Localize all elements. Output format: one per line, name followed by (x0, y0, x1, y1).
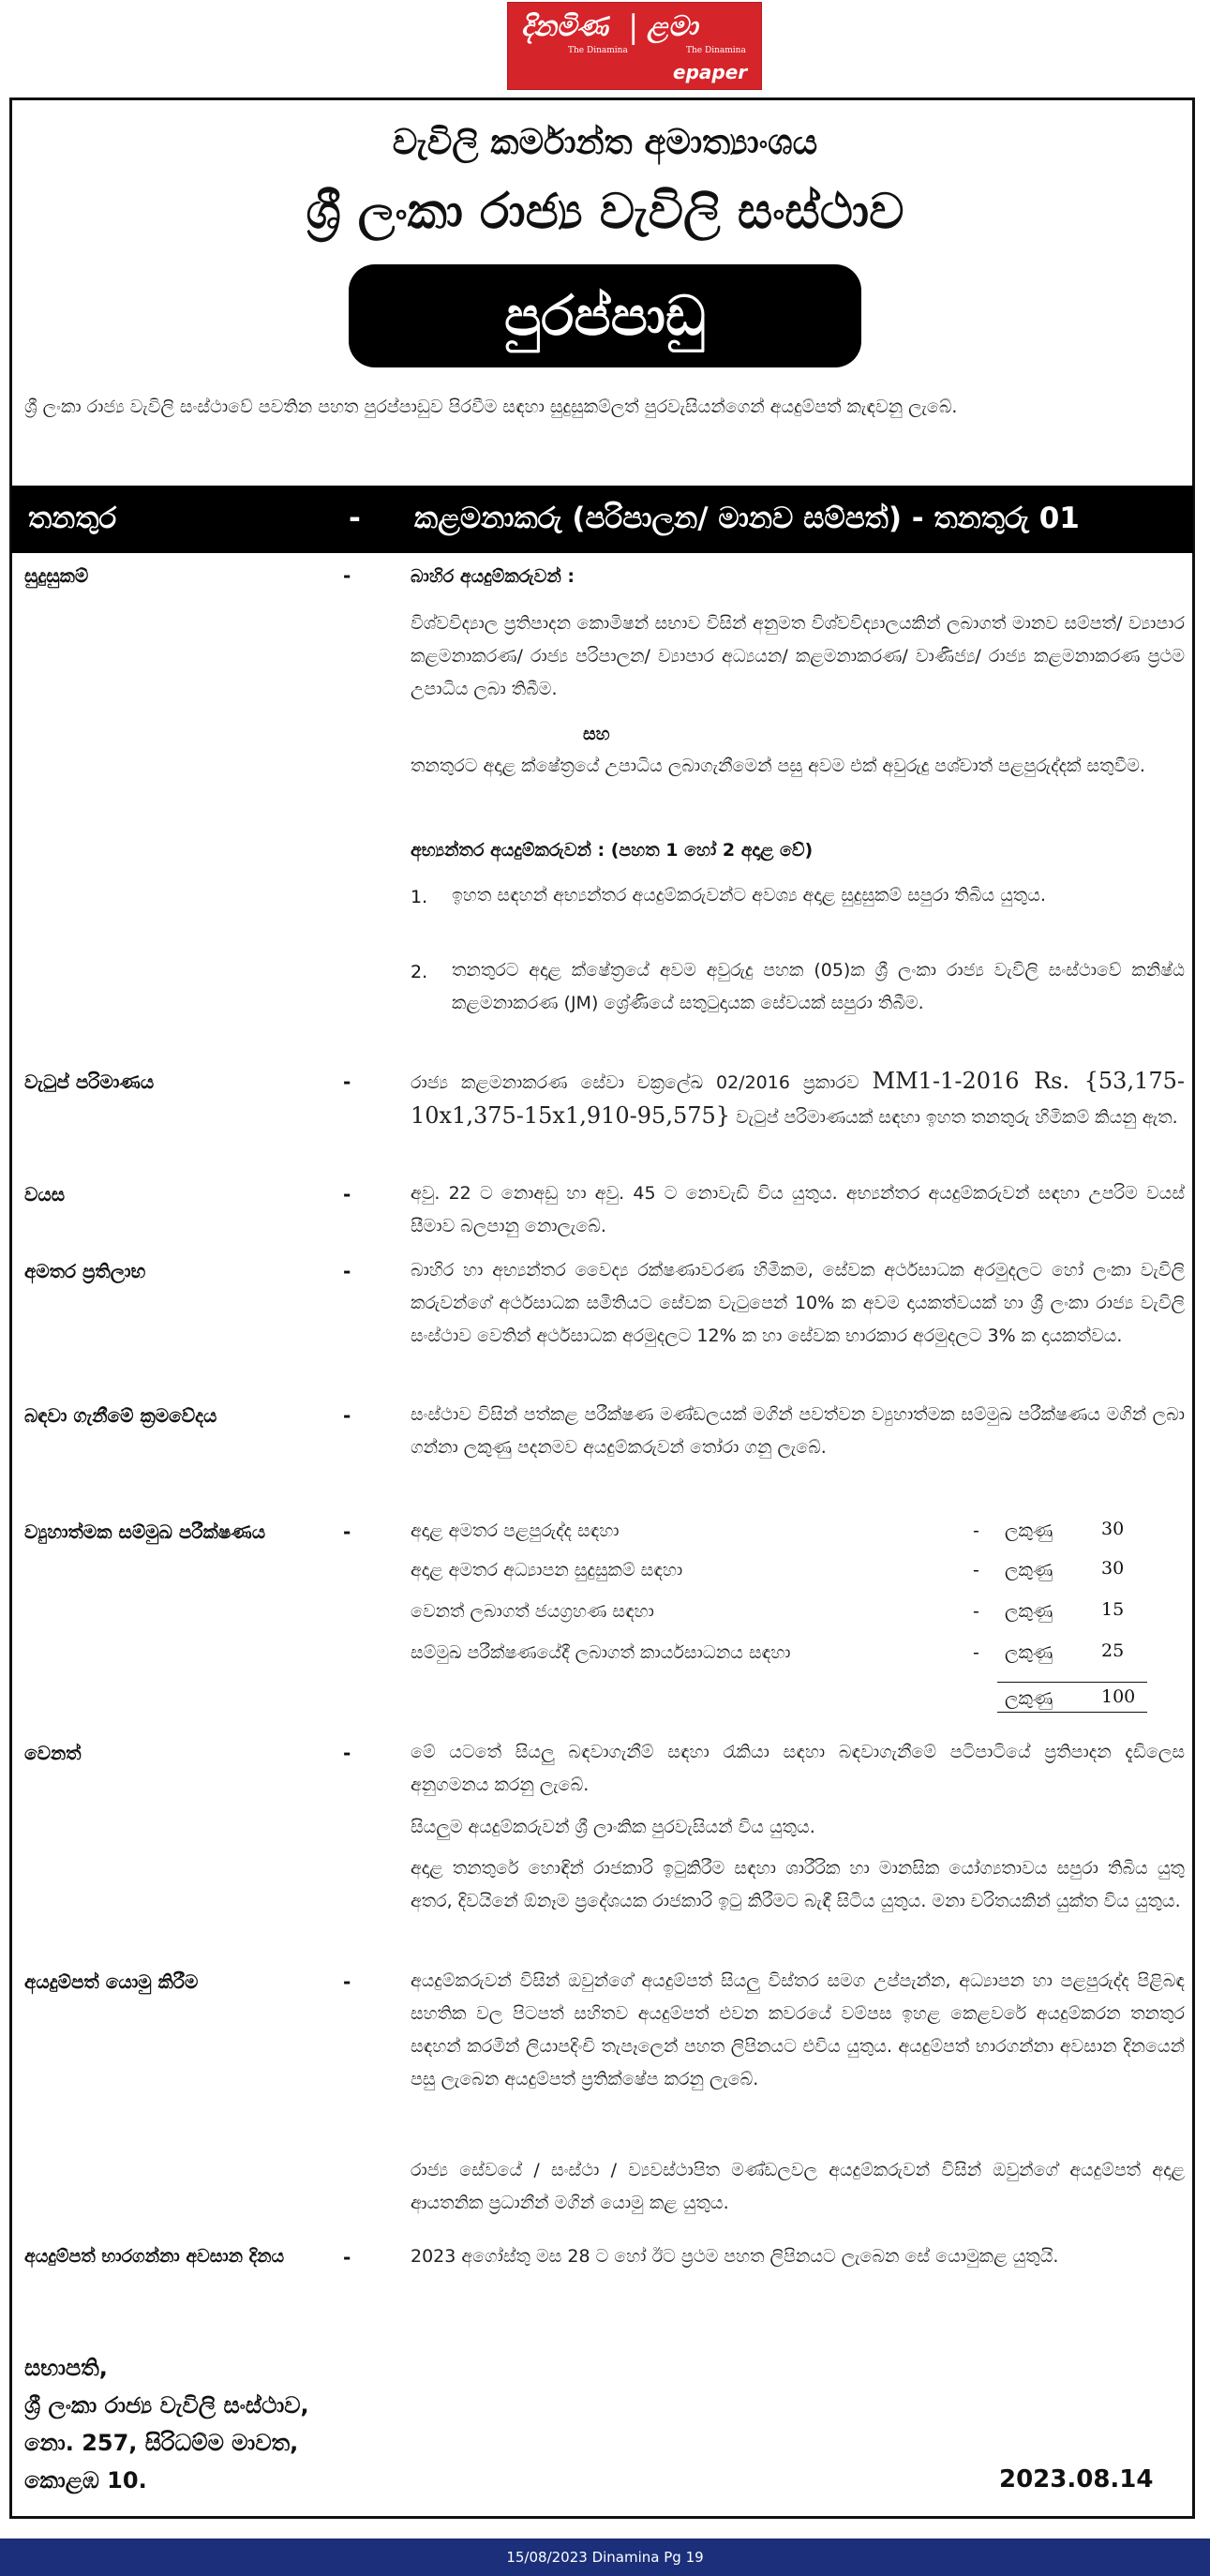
newspaper-logo (507, 2, 762, 90)
ministry-heading: වැවිලි කර්මාන්ත අමාත්‍යාංශය (392, 122, 818, 162)
marks-row-label: ලකුණු (1005, 1520, 1053, 1541)
other-paragraph: සියලුම අයදුම්කරුවන් ශ්‍රී ලාංකික පුරවැසියන් විය යුතුය. (411, 1817, 815, 1837)
application-paragraph: අයදුම්කරුවන් විසින් ඔවුන්ගේ අයදුම්පත් සියලු විස්තර සමග උප්පැන්න, අධ්‍යාපන හා පළපුරුද්ද පිළිබඳ සහතික වල පිටපත් සහිතව අයදුම්පත් එවන කවරයේ වම්පස ඉහළ කෙළවරේ අයදුම්කරන තනතුර සඳහන් කරමින් ලියාපදිංචි තැපෑලෙන් පහත ලිපිනයට එවිය යුතුය. අයදුම්පත් භාරගන්නා අවසාන දිනයෙන් පසු ලැබෙන අයදුම්පත් ප්‍රතික්ෂේප කරනු ලැබේ. (411, 1970, 1185, 2089)
age-dash: - (343, 1183, 351, 1206)
address-line: ශ්‍රී ලංකා රාජ්‍ය වැවිලි සංස්ථාව, (24, 2392, 309, 2419)
qualifications-label: සුදුසුකම් (24, 564, 89, 587)
marks-row-description: අදාළ අමතර පළපුරුද්ද සඳහා (411, 1520, 620, 1541)
recruitment-label: බඳවා ගැනීමේ ක්‍රමවේදය (24, 1404, 217, 1427)
other-paragraph: අදාළ තනතුරේ හොඳින් රාජකාරි ඉටුකිරීම සඳහා ශාරීරික හා මානසික යෝග්‍යතාවය සපුරා තිබිය යුතු අතර, දිවයිනේ ඕනෑම ප්‍රදේශයක රාජකාරි ඉටු කිරීමට බැඳී සිටිය යුතුය. මනා චරිතයකින් යුක්ත විය යුතුය. (411, 1858, 1185, 1911)
interview-label: ව්‍යුහාත්මක සම්මුඛ පරීක්ෂණය (24, 1520, 266, 1543)
benefits-label: අමතර ප්‍රතිලාභ (24, 1260, 146, 1282)
closing-date-text: 2023 අගෝස්තු මස 28 ට හෝ ඊට ප්‍රථම පහත ලිපිනයට ලැබෙන සේ යොමුකළ යුතුයි. (411, 2246, 1059, 2267)
marks-row-label: ලකුණු (1005, 1601, 1053, 1622)
experience-text: තනතුරට අදාළ ක්ෂේත්‍රයේ උපාධිය ලබාගැනීමෙන් පසු අවම එක් අවුරුදු පශ්චාත් පළපුරුද්දක් සතුවීම. (411, 756, 1145, 776)
internal-item-number: 2. (411, 962, 428, 982)
address-line: කොළඹ 10. (24, 2467, 147, 2494)
notice-date: 2023.08.14 (999, 2465, 1154, 2494)
logo-text-left: දිනමිණ (521, 10, 608, 43)
salary-scale-code: MM1-1-2016 Rs. {53,175-10x1,375-15x1,910-95,575} (411, 1068, 1185, 1129)
marks-row-description: සම්මුඛ පරීක්ෂණයේදී ලබාගත් කාර්යසාධනය සඳහා (411, 1642, 791, 1663)
internal-item-text: තනතුරට අදාළ ක්ෂේත්‍රයේ අවම අවුරුදු පහක (05)ක ශ්‍රී ලංකා රාජ්‍ය වැවිලි සංස්ථාවේ කනිෂ්ඨ කළමනාකරණ (JM) ශ්‍රේණියේ සතුටුදායක සේවයක් සපුරා තිබීම. (452, 960, 1185, 1013)
logo-subtext-right: The Dinamina (686, 46, 746, 55)
and-connector: සහ (583, 724, 610, 744)
marks-total-label: ලකුණු (1005, 1688, 1053, 1709)
marks-row-value: 25 (1101, 1640, 1125, 1661)
logo-separator: | (628, 8, 639, 46)
address-line: නො. 257, සිරිධම්ම මාවත, (24, 2430, 299, 2456)
marks-total-value: 100 (1101, 1686, 1136, 1707)
recruitment-text: සංස්ථාව විසින් පත්කළ පරීක්ෂණ මණ්ඩලයක් මගින් පවත්වන ව්‍යුහාත්මක සම්මුඛ පරීක්ෂණය මගින් ලබා ගන්නා ලකුණු පදනමව අයදුම්කරුවන් තෝරා ගනු ලැබේ. (411, 1404, 1185, 1458)
post-title-bar (11, 486, 1193, 553)
marks-row-dash: - (973, 1601, 979, 1622)
age-label: වයස (24, 1183, 66, 1206)
marks-total-rule-top (997, 1682, 1147, 1683)
marks-row-dash: - (973, 1520, 979, 1541)
other-dash: - (343, 1742, 351, 1764)
marks-row-label: ලකුණු (1005, 1642, 1053, 1663)
benefits-text: බාහිර හා අභ්‍යන්තර වෛද්‍ය රක්ෂණාවරණ හිමිකම, සේවක අර්ථසාධක අරමුදලට හෝ ලංකා වැවිලි කරුවන්ගේ අර්ථසාධක සමිතියට සේවක වැටුපෙන් 10% ක අවම දායකත්වයක් හා ශ්‍රී ලංකා රාජ්‍ය වැවිලි සංස්ථාව වෙතින් අර්ථසාධක අරමුදලට 12% ක හා සේවක භාරකාර අරමුදලට 3% ක දායකත්වය. (411, 1260, 1185, 1346)
logo-subtext-left: The Dinamina (568, 46, 628, 55)
vacancy-banner (349, 264, 861, 367)
salary-text (411, 1065, 1185, 1134)
marks-total-rule-bottom (997, 1712, 1147, 1713)
vacancy-banner-text: පුරප්පාඩු (504, 283, 706, 348)
closing-date-label: අයදුම්පත් භාරගන්නා අවසාන දිනය (24, 2246, 285, 2267)
page-footer-text: 15/08/2023 Dinamina Pg 19 (506, 2549, 704, 2566)
marks-row-value: 15 (1101, 1599, 1125, 1620)
application-label: අයදුම්පත් යොමු කිරීම (24, 1970, 199, 1993)
post-dash: - (349, 502, 361, 535)
post-value: කළමනාකරු (පරිපාලන/ මානව සම්පත්) - තනතුරු 01 (414, 502, 1080, 535)
intro-paragraph: ශ්‍රී ලංකා රාජ්‍ය වැවිලි සංස්ථාවේ පවතින පහත පුරප්පාඩුව පිරවීම සඳහා සුදුසුකම්ලත් පුරවැසියන්ගෙන් අයදුම්පත් කැඳවනු ලැබේ. (24, 397, 958, 417)
internal-heading: අභ්‍යන්තර අයදුම්කරුවන් : (පහත 1 හෝ 2 අදාළ වේ) (411, 840, 814, 861)
salary-dash: - (343, 1071, 351, 1093)
marks-row-description: අදාළ අමතර අධ්‍යාපන සුදුසුකම් සඳහා (411, 1560, 683, 1580)
interview-dash: - (343, 1520, 351, 1543)
application-dash: - (343, 1970, 351, 1993)
epaper-label: epaper (673, 61, 748, 83)
address-line: සභාපති, (24, 2355, 108, 2381)
internal-item-number: 1. (411, 887, 428, 907)
salary-text-post: වැටුප් පරිමාණයක් සඳහා ඉහත තනතුරු හිමිකම් කියනු ඇත. (730, 1107, 1178, 1128)
marks-row-dash: - (973, 1560, 979, 1580)
marks-row-label: ලකුණු (1005, 1560, 1053, 1580)
benefits-dash: - (343, 1260, 351, 1282)
internal-item-text: ඉහත සඳහන් අභ්‍යන්තර අයදුම්කරුවන්ට අවශ්‍ය අදාළ සුදුසුකම් සපුරා තිබිය යුතුය. (452, 885, 1046, 906)
external-text: විශ්වවිද්‍යාල ප්‍රතිපාදන කොමිෂන් සභාව විසින් අනුමත විශ්වවිද්‍යාලයකින් ලබාගත් මානව සම්පත්/ ව්‍යාපාර කළමනාකරණ/ රාජ්‍ය පරිපාලන/ ව්‍යාපාර අධ්‍යයන/ කළමනාකරණ/ වාණිජ්‍ය/ රාජ්‍ය කළමනාකරණ ප්‍රථම උපාධිය ලබා තිබීම. (411, 613, 1185, 699)
salary-text-pre: රාජ්‍ය කළමනාකරණ සේවා චක්‍රලේඛ 02/2016 ප්‍රකාරව (411, 1072, 873, 1093)
post-label: තනතුර (28, 502, 117, 535)
closing-date-dash: - (343, 2246, 351, 2269)
other-label: වෙනත් (24, 1742, 82, 1764)
other-paragraph: මේ යටතේ සියලු බඳවාගැනීම් සඳහා රැකියා සඳහා බඳවාගැනීමේ පටිපාටියේ ප්‍රතිපාදන දැඩිලෙස අනුගමනය කරනු ලැබේ. (411, 1742, 1185, 1795)
recruitment-dash: - (343, 1404, 351, 1427)
marks-row-description: වෙනත් ලබාගත් ජයග්‍රහණ සඳහා (411, 1601, 654, 1622)
logo-text-right: ළමා (647, 10, 698, 43)
marks-row-value: 30 (1101, 1519, 1125, 1539)
external-heading: බාහිර අයදුම්කරුවන් : (411, 566, 575, 587)
salary-label: වැටුප් පරිමාණය (24, 1071, 155, 1093)
application-paragraph: රාජ්‍ය සේවයේ / සංස්ථා / ව්‍යවස්ථාපිත මණ්ඩලවල අයදුම්කරුවන් විසින් ඔවුන්ගේ අයදුම්පත් අදාළ ආයතනික ප්‍රධානීන් මගින් යොමු කළ යුතුය. (411, 2160, 1185, 2213)
organization-heading: ශ්‍රී ලංකා රාජ්‍ය වැවිලි සංස්ථාව (306, 184, 904, 240)
page-footer-bar (0, 2539, 1210, 2576)
age-text: අවු. 22 ට නොඅඩු හා අවු. 45 ට නොවැඩි විය යුතුය. අභ්‍යන්තර අයදුම්කරුවන් සඳහා උපරිම වයස් සීමාව බලපානු නොලැබේ. (411, 1183, 1185, 1236)
marks-row-value: 30 (1101, 1558, 1125, 1579)
marks-row-dash: - (973, 1642, 979, 1663)
qualifications-dash: - (343, 564, 351, 587)
